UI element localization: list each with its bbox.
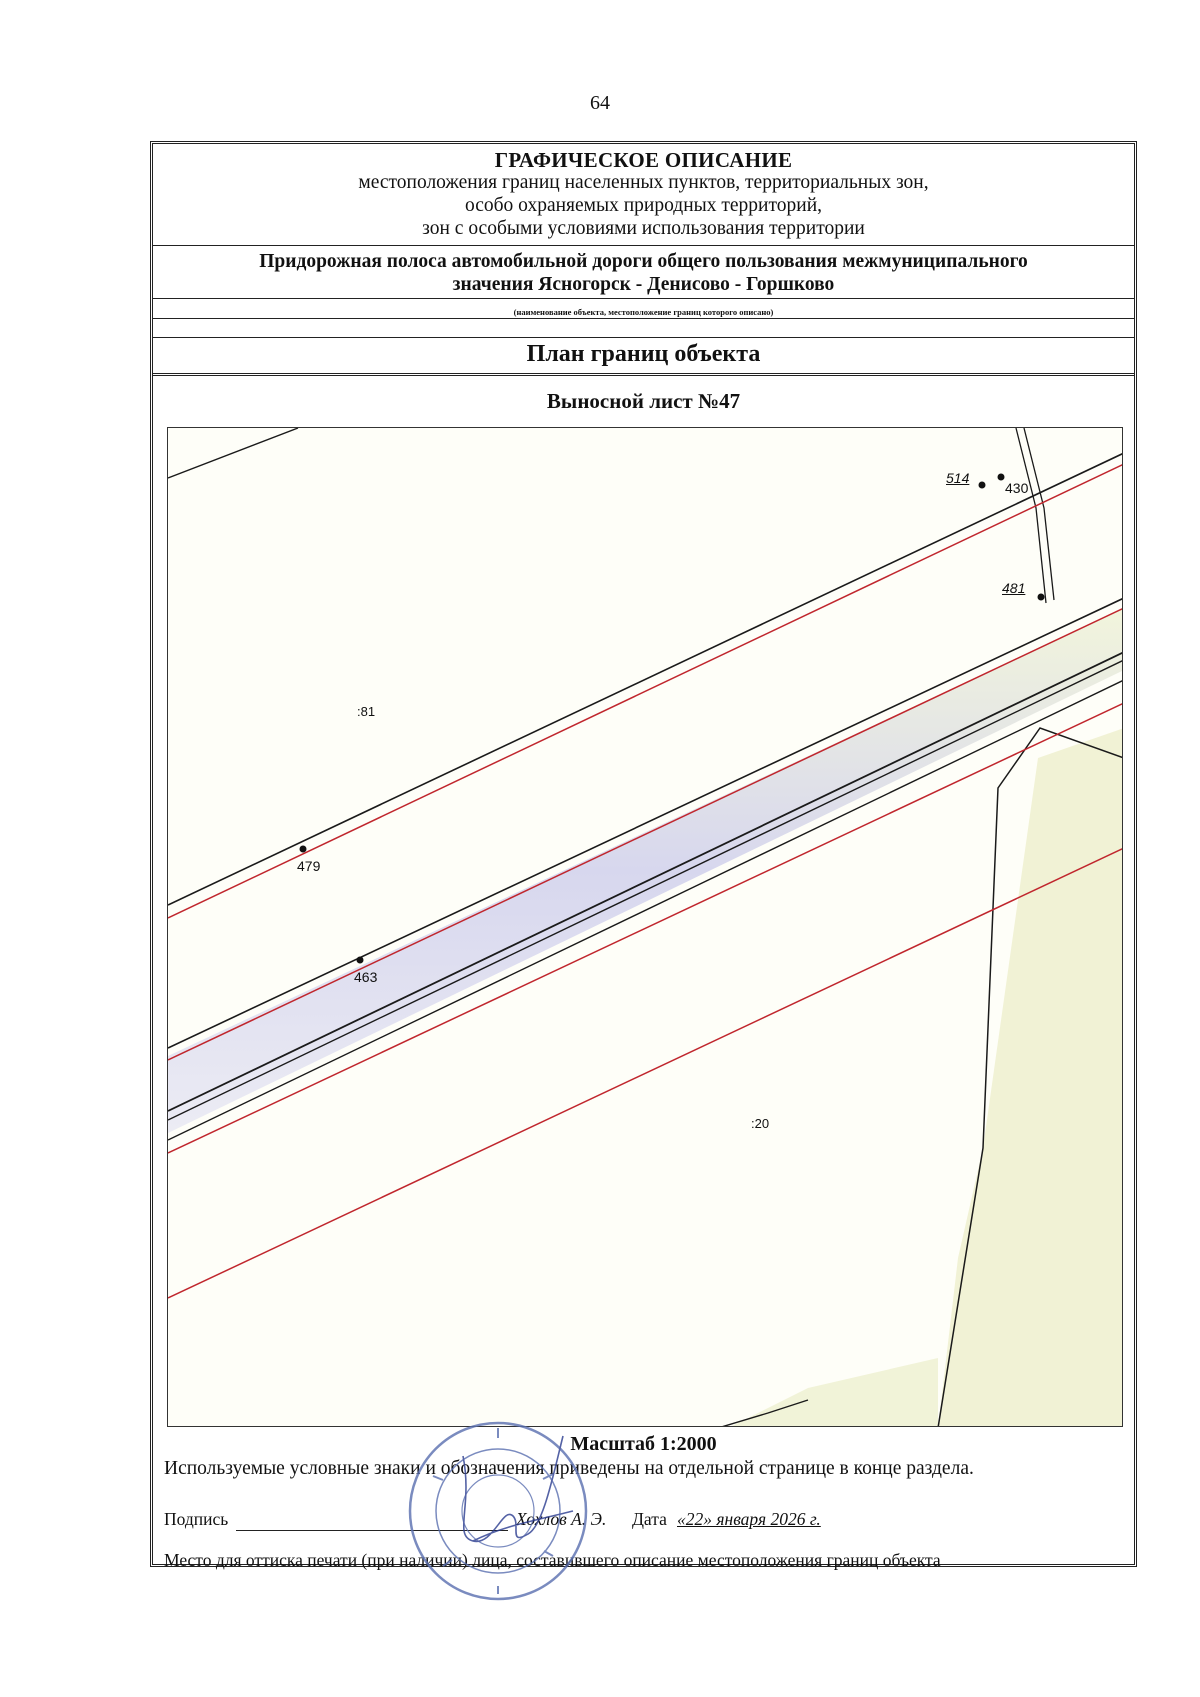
header-line-3: зон с особыми условиями использования территории [422,218,865,239]
header-bottom-border [153,373,1134,376]
vegetation-area-south [728,1358,938,1427]
point-marker-463 [357,957,364,964]
sheet-title: Выносной лист №47 [546,389,741,413]
zone-line-3 [168,703,1123,1153]
point-label-481: 481 [1002,580,1026,596]
date-label: Дата [632,1509,667,1529]
caption-divider [153,318,1134,319]
lane-boundary-east-2 [1024,428,1054,600]
legend-note: Используемые условные знаки и обозначения приведены на отдельной странице в конце раздела. [164,1458,974,1479]
road-edge-north [168,598,1123,1048]
boundary-map [167,427,1123,1427]
point-label-463: 463 [354,969,378,985]
signature-label: Подпись [164,1509,229,1529]
seal-inner-ring [436,1449,560,1573]
zone-line-2 [168,608,1123,1060]
object-caption: (наименование объекта, местоположение границ которого описано) [513,307,774,317]
point-marker-430 [998,474,1005,481]
document-frame [150,141,1137,1570]
seal-ring-marks [433,1428,553,1594]
plan-title: План границ объекта [526,341,761,367]
stamp-note: Место для оттиска печати (при наличии) лица, составившего описание местоположения границ объекта [164,1550,941,1570]
parcel-corner-nw [168,428,298,478]
seal-stamp [403,1416,593,1606]
signature-row [164,1509,1104,1535]
road-edge-south [168,680,1123,1140]
map-scale: Масштаб 1:2000 [570,1433,717,1455]
parcel-label-81: :81 [357,704,376,719]
signer-name: Хохлов А. Э. [516,1509,607,1529]
object-name-line-2: значения Ясногорск - Денисово - Горшково [452,274,835,295]
page-number: 64 [590,92,610,114]
object-name-underline [153,298,1134,299]
map-drawing [168,428,1123,1427]
header-line-2: особо охраняемых природных территорий, [465,195,822,216]
parcel-label-20: :20 [751,1116,770,1131]
object-name-line-1: Придорожная полоса автомобильной дороги общего пользования межмуниципального [259,251,1028,272]
vegetation-area-east [938,728,1123,1427]
road-centerline-2 [168,660,1123,1120]
road-centerline-1 [168,652,1123,1111]
header-block [153,144,1134,369]
point-marker-479 [300,846,307,853]
plan-title-divider [153,337,1134,338]
point-marker-514 [979,482,986,489]
point-label-479: 479 [297,858,321,874]
header-line-1: местоположения границ населенных пунктов, территориальных зон, [358,172,929,193]
point-label-430: 430 [1005,480,1029,496]
date-value: «22» января 2026 г. [677,1509,821,1529]
document-title: ГРАФИЧЕСКОЕ ОПИСАНИЕ [494,148,793,172]
point-marker-481 [1038,594,1045,601]
point-label-514: 514 [946,470,970,486]
header-divider [153,245,1134,246]
